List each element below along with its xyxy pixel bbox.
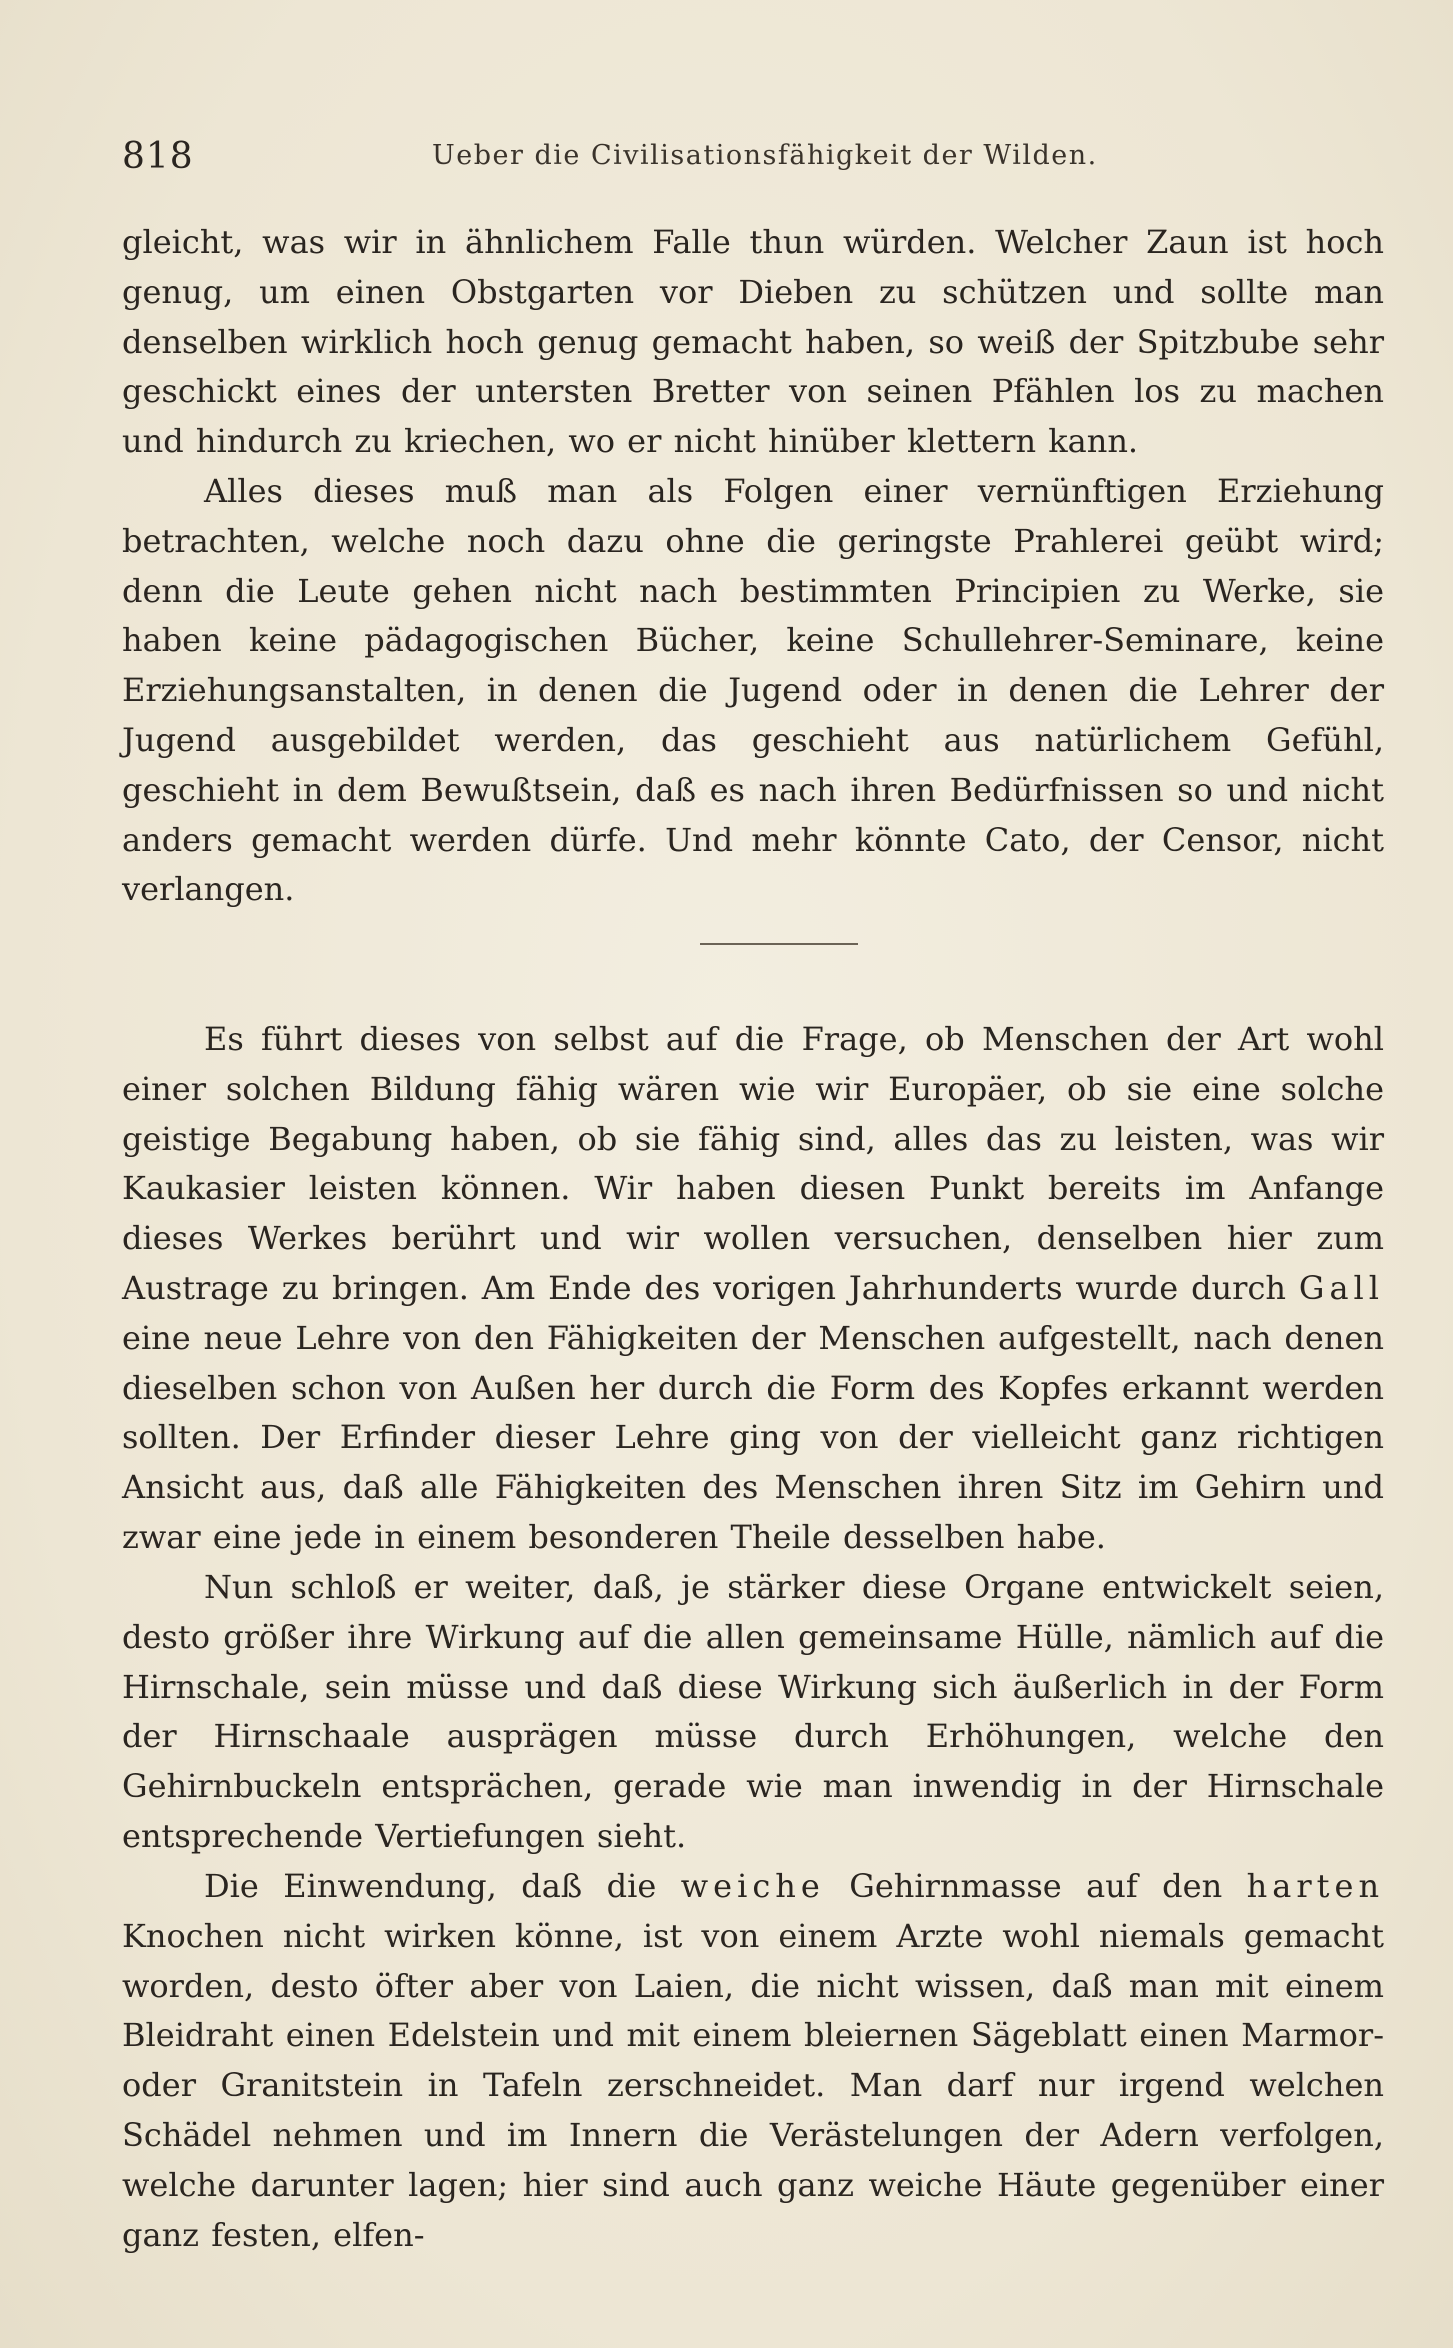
running-title: Ueber die Civilisationsfähigkeit der Wilden. (432, 140, 1098, 171)
paragraph-5 (122, 1862, 1384, 2260)
emphasis-weiche: weiche (680, 1867, 825, 1905)
paragraph-5-text-c: Knochen nicht wirken könne, ist von einem Arzte wohl niemals gemacht worden, desto öfter aber von Laien, die nicht wissen, daß man mit einem Bleidraht einen Edelstein und mit einem bleiernen Sägeblatt einen Marmor- oder Granitstein in Tafeln zerschneidet. Man darf nur irgend welchen Schädel nehmen und im Innern die Verästelungen der Adern verfolgen, welche darunter lagen; hier sind auch ganz weiche Häute gegenüber einer ganz festen, elfen- (122, 1916, 1384, 2254)
emphasis-gall: Gall (1298, 1268, 1385, 1307)
paragraph-3 (122, 1015, 1384, 1563)
page-header (122, 132, 1382, 182)
paragraph-5-text-b: Gehirnmasse auf den (849, 1867, 1223, 1905)
emphasis-harten: harten (1246, 1867, 1385, 1905)
page-number: 818 (122, 136, 194, 177)
section-divider (700, 943, 858, 945)
paragraph-4: Nun schloß er weiter, daß, je stärker diese Organe entwickelt seien, desto größer ihre Wirkung auf die allen gemeinsame Hülle, nämlich auf die Hirnschale, sein müsse und daß diese Wirkung sich äußerlich in der Form der Hirnschaale ausprägen müsse durch Erhöhungen, welche den Gehirnbuckeln entsprächen, gerade wie man inwendig in der Hirnschale entsprechende Vertiefungen sieht. (122, 1568, 1384, 1855)
paragraph-2: Alles dieses muß man als Folgen einer vernünftigen Erziehung betrachten, welche noch dazu ohne die geringste Prahlerei geübt wird; denn die Leute gehen nicht nach bestimmten Principien zu Werke, sie haben keine pädagogischen Bücher, keine Schullehrer-Seminare, keine Erziehungsanstalten, in denen die Jugend oder in denen die Lehrer der Jugend ausgebildet werden, das geschieht aus natürlichem Gefühl, geschieht in dem Bewußtsein, daß es nach ihren Bedürfnissen so und nicht anders gemacht werden dürfe. Und mehr könnte Cato, der Censor, nicht verlangen. (122, 472, 1384, 909)
paragraph-5-text-a: Die Einwendung, daß die (204, 1867, 657, 1905)
paragraph-3-text: Es führt dieses von selbst auf die Frage, ob Menschen der Art wohl einer solchen Bildung fähig wären wie wir Europäer, ob sie eine solche geistige Begabung haben, ob sie fähig sind, alles das zu leisten, was wir Kaukasier leisten können. Wir haben diesen Punkt bereits im Anfange dieses Werkes berührt und wir wollen versuchen, denselben hier zum Austrage zu bringen. Am Ende des vorigen Jahrhunderts wurde durch (122, 1020, 1384, 1307)
paragraph-3-text-end: eine neue Lehre von den Fähigkeiten der Menschen aufgestellt, nach denen dieselben schon von Außen her durch die Form des Kopfes erkannt werden sollten. Der Erfinder dieser Lehre ging von der vielleicht ganz richtigen Ansicht aus, daß alle Fähigkeiten des Menschen ihren Sitz im Gehirn und zwar eine jede in einem besonderen Theile desselben habe. (122, 1318, 1384, 1556)
paragraph-1: gleicht, was wir in ähnlichem Falle thun würden. Welcher Zaun ist hoch genug, um einen Obstgarten vor Dieben zu schützen und sollte man denselben wirklich hoch genug gemacht haben, so weiß der Spitzbube sehr geschickt eines der untersten Bretter von seinen Pfählen los zu machen und hindurch zu kriechen, wo er nicht hinüber klettern kann. (122, 223, 1384, 461)
